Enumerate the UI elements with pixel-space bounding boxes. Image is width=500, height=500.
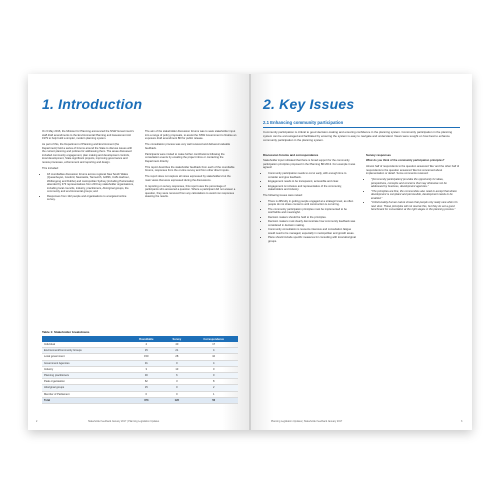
list-item: • The community participation principles must be implemented to be worthwhile and meaningful. bbox=[268, 208, 357, 215]
list-item: • "Unfortunately human nature shows that people only really care when it's next door. These principles will not resolve this, but they do set a good benchmark for consultation at the right stages in the planning process." bbox=[371, 201, 460, 212]
table-caption: Table 1: Stakeholder breakdowns bbox=[42, 330, 90, 334]
left-page bbox=[28, 74, 249, 430]
paragraph: This report describes the stakeholder feedback from each of the roundtable forums, responses from the on-line survey and from other direct inputs. bbox=[145, 165, 235, 172]
table-cell: 3 bbox=[164, 379, 189, 385]
paragraph: The aim of the stakeholder discussion forums was to seek stakeholder input into a range of policy proposals, to assist the NSW Government to finalise an exposure draft amendment Bill for public release. bbox=[145, 130, 237, 140]
table-cell: 28 bbox=[164, 354, 189, 360]
table-cell: 0 bbox=[189, 372, 238, 378]
table-cell: 17 bbox=[189, 342, 238, 348]
bullet-list bbox=[263, 200, 357, 244]
table-cell: Member of Parliament bbox=[42, 391, 128, 397]
table-cell: Local government bbox=[42, 354, 128, 360]
list-item: • "[Community participation] provides the opportunity for ideas, perspectives, concepts and concerns that may otherwise not be addressed by business, development agencies." bbox=[371, 178, 460, 189]
stakeholder-table bbox=[42, 336, 238, 404]
table-cell: 31 bbox=[128, 360, 164, 366]
table-cell: 6 bbox=[164, 372, 189, 378]
table-cell: 2 bbox=[189, 385, 238, 391]
table-cell: Industry bbox=[42, 366, 128, 372]
intro-column-2 bbox=[145, 130, 237, 201]
forums-column bbox=[263, 151, 357, 245]
list-item: • "The principles are fine, the communities also need to accept that where development is compliant and permissible, development needs to be enabled." bbox=[371, 190, 460, 201]
paragraph: The following issues were raised: bbox=[263, 193, 303, 197]
table-cell: 4 bbox=[128, 342, 164, 348]
paragraph: The consultation process was very well received and delivered valuable feedback. bbox=[145, 143, 231, 150]
table-cell: Individual bbox=[42, 342, 128, 348]
table-cell: Environment/Community Groups bbox=[42, 348, 128, 354]
table-cell: 0 bbox=[164, 385, 189, 391]
list-item: • Responses from 122 people and organisations to a targeted online survey. bbox=[47, 195, 134, 202]
table-header-cell: Correspondence bbox=[189, 336, 238, 342]
table-cell: 3 bbox=[128, 366, 164, 372]
list-item: • Community consultation is resource intensive and consultation fatigue would need to be managed, especially in metropolitan and growth areas. bbox=[268, 228, 357, 235]
list-item: • Plans should include specific measures for consulting with local aboriginal groups. bbox=[268, 236, 357, 243]
page-number-left: 2 bbox=[36, 420, 38, 423]
quote-list bbox=[366, 178, 460, 212]
table-cell: 0 bbox=[189, 366, 238, 372]
table-cell: 40 bbox=[164, 342, 189, 348]
table-cell: 0 bbox=[128, 391, 164, 397]
paragraph: In reporting on survey responses, this report uses the percentage of participants who answered a question. Where a participant did not answer a question, they were removed from any calculations to avoid non responses skewing the results. bbox=[145, 184, 236, 198]
intro-text bbox=[263, 131, 460, 145]
table-cell: Government Agencies bbox=[42, 360, 128, 366]
bullet-list bbox=[263, 172, 357, 192]
table-cell: 56 bbox=[189, 397, 238, 403]
table-header-cell: Survey bbox=[164, 336, 189, 342]
heading-rule bbox=[263, 127, 460, 128]
right-page bbox=[251, 74, 472, 430]
page-number-right: 3 bbox=[461, 420, 463, 423]
page-title-introduction: 1. Introduction bbox=[42, 96, 143, 112]
table-cell: Aboriginal groups bbox=[42, 385, 128, 391]
list-item: • 18 roundtables discussion forums across regional New South Wales (Queanbeyan, Gosford, Newcastle, Tamworth, Griffith, Coffs Harbour, Wollongong and Dubbo) and metropolitan Sydney (including Parramatta) attended by 373 representatives from 203 key stakeholder organisations, including local councils, industry, practitioners, Aboriginal groups, the community and environmental groups; and bbox=[47, 173, 134, 194]
list-item: • Engagement is inclusive and representative of the community, stakeholders and industry. bbox=[268, 185, 357, 192]
paragraph: Almost half of respondents to the question answered 'like' and the other half of respondents to the question answered 'like but concerned about implementation or detail'. Some comments received: bbox=[366, 165, 460, 175]
list-item: • Community participation needs to occur early, with enough time to consider and give feedback. bbox=[268, 172, 357, 179]
table-cell: 15 bbox=[128, 348, 164, 354]
document-spread bbox=[28, 74, 472, 430]
paragraph: Community participation is critical to good decision-making and ensuring confidence in the planning system. Community participation in the planning system can be encouraged and facilitated by ensuring the system is easy to navigate and understand. Views were sought on how best to enhance community participation in the planning system. bbox=[263, 130, 453, 142]
table-cell: 13 bbox=[164, 366, 189, 372]
table-header-cell: Roundtable bbox=[128, 336, 164, 342]
table-total-row bbox=[42, 397, 238, 403]
table-cell: 373 bbox=[128, 397, 164, 403]
table-cell: 0 bbox=[164, 360, 189, 366]
page-title-key-issues: 2. Key Issues bbox=[263, 96, 355, 112]
paragraph: As part of this, the Department of Planning and Environment (the Department) held a series of forums around the State to discuss issues with the current planning and policies for addressing them. The areas discussed included community engagement, plan making and development controls, local development, State significant projects, improving governance and review processes, enforcement and reporting and design. bbox=[42, 143, 133, 164]
column-heading: Discussion forums and correspondence bbox=[263, 153, 319, 157]
table-cell: 4 bbox=[189, 348, 238, 354]
table-cell: 62 bbox=[128, 379, 164, 385]
paragraph: The report does not capture all views expressed by stakeholders but the main views that were expressed during the discussions. bbox=[145, 175, 231, 182]
table-cell: Peak organisation bbox=[42, 379, 128, 385]
survey-question: What do you think of the community participation principles? bbox=[366, 159, 445, 162]
paragraph: Stakeholder input indicated that there is broad support for the community participation principles proposed in the Planning Bill 2013. For example it was agreed: bbox=[263, 159, 356, 169]
bullet-list bbox=[42, 173, 134, 202]
table-cell: 0 bbox=[164, 391, 189, 397]
footer-text-right: Planning Legislation Updates | Stakeholder feedback January 2017 bbox=[271, 420, 343, 423]
paragraph: This included: bbox=[42, 166, 59, 170]
table-cell: 4 bbox=[189, 360, 238, 366]
table-cell: 8 bbox=[189, 379, 238, 385]
table-cell: 1 bbox=[189, 391, 238, 397]
table-cell: 30 bbox=[128, 372, 164, 378]
paragraph: On 6 May 2016, the Minister for Planning announced the NSW Government's staff draft amendments to the Environmental Planning and Assessment Act 1979 to help build a simpler, modern planning system. bbox=[42, 130, 134, 140]
list-item: • There is difficulty in getting people engaged at a strategic level, as often people do not share concerns until construction is occurring. bbox=[268, 200, 357, 207]
subsection-heading: 2.1 Enhancing community participation bbox=[263, 120, 344, 125]
paragraph: Participants were invited to make further contributions following the consultation events by emailing the project inbox or contacting the Department directly. bbox=[145, 152, 225, 163]
list-item: • Decision makers must clearly demonstrate how community feedback was considered in decision making. bbox=[268, 220, 357, 227]
table-cell: Total bbox=[42, 397, 128, 403]
list-item: • Engagement needs to be transparent, accessible and clear. bbox=[268, 180, 357, 184]
table-cell: 21 bbox=[164, 348, 189, 354]
table-cell: 15 bbox=[128, 385, 164, 391]
list-item: • Decision makers should be held to the principles. bbox=[268, 216, 357, 220]
footer-text-left: Stakeholder feedback January 2017 | Planning Legislation Updates bbox=[88, 420, 160, 423]
column-heading: Survey responses bbox=[366, 153, 391, 157]
table-cell: 150 bbox=[128, 354, 164, 360]
table-cell: Planning practitioners bbox=[42, 372, 128, 378]
table-cell: 122 bbox=[164, 397, 189, 403]
intro-column-1 bbox=[42, 130, 134, 204]
table-cell: 10 bbox=[189, 354, 238, 360]
survey-column bbox=[366, 151, 460, 214]
